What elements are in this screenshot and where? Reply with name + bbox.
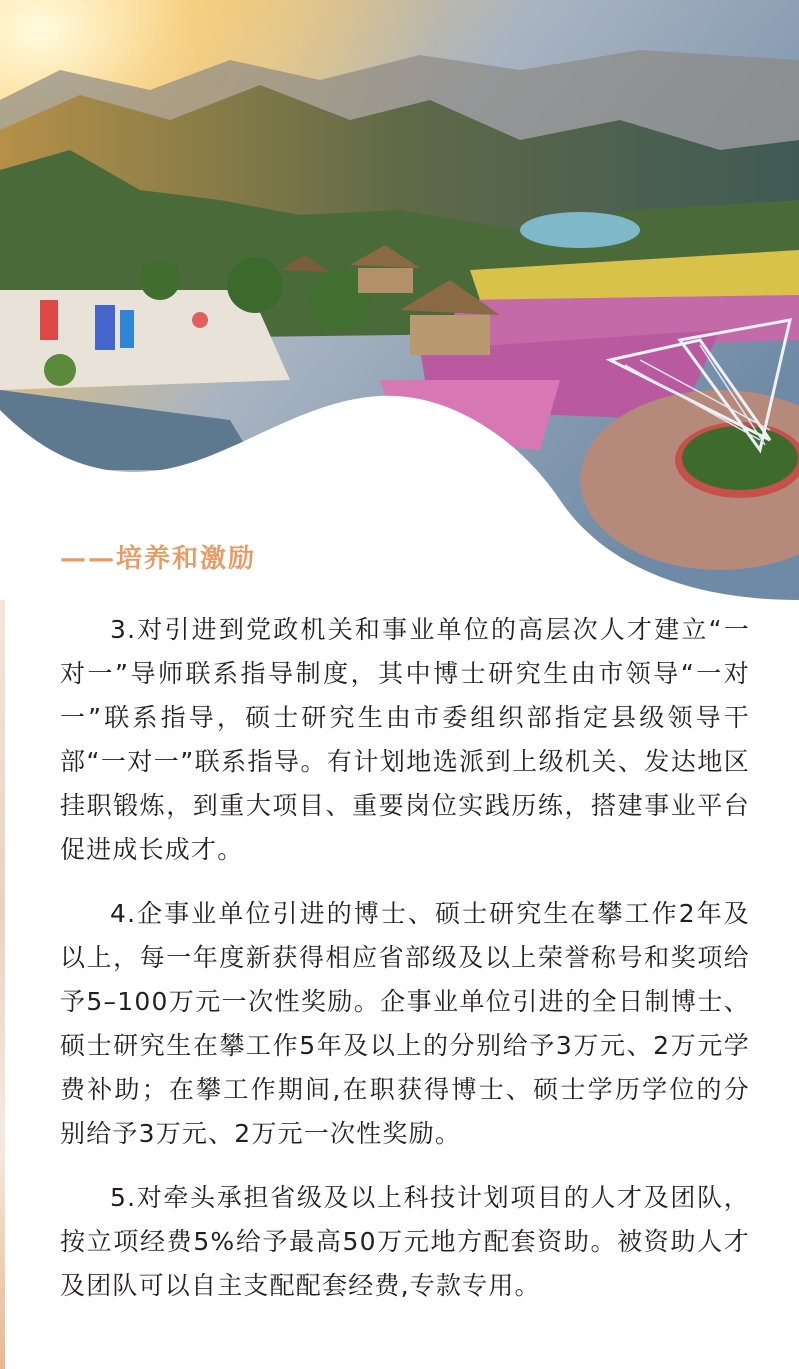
section-title: ——培养和激励 [60,544,257,574]
paragraph-3: 3.对引进到党政机关和事业单位的高层次人才建立“一对一”导师联系指导制度，其中博士研究生由市领导“一对一”联系指导，硕士研究生由市委组织部指定县级领导干部“一对一”联系指导。有计划地选派到上级机关、发达地区挂职锻炼，到重大项目、重要岗位实践历练，搭建事业平台促进成长成才。 [60,615,750,864]
landscape-photo-icon [0,0,799,600]
hero-landscape-image [0,0,799,600]
paragraph-5: 5.对牵头承担省级及以上科技计划项目的人才及团队，按立项经费5%给予最高50万元地方配套资助。被资助人才及团队可以自主支配配套经费,专款专用。 [60,1183,750,1300]
left-edge-strip [0,600,5,1369]
body-content [60,608,750,1328]
paragraph-4: 4.企事业单位引进的博士、硕士研究生在攀工作2年及以上，每一年度新获得相应省部级及以上荣誉称号和奖项给予5–100万元一次性奖励。企事业单位引进的全日制博士、硕士研究生在攀工作5年及以上的分别给予3万元、2万元学费补助；在攀工作期间,在职获得博士、硕士学历学位的分别给予3万元、2万元一次性奖励。 [60,899,750,1148]
